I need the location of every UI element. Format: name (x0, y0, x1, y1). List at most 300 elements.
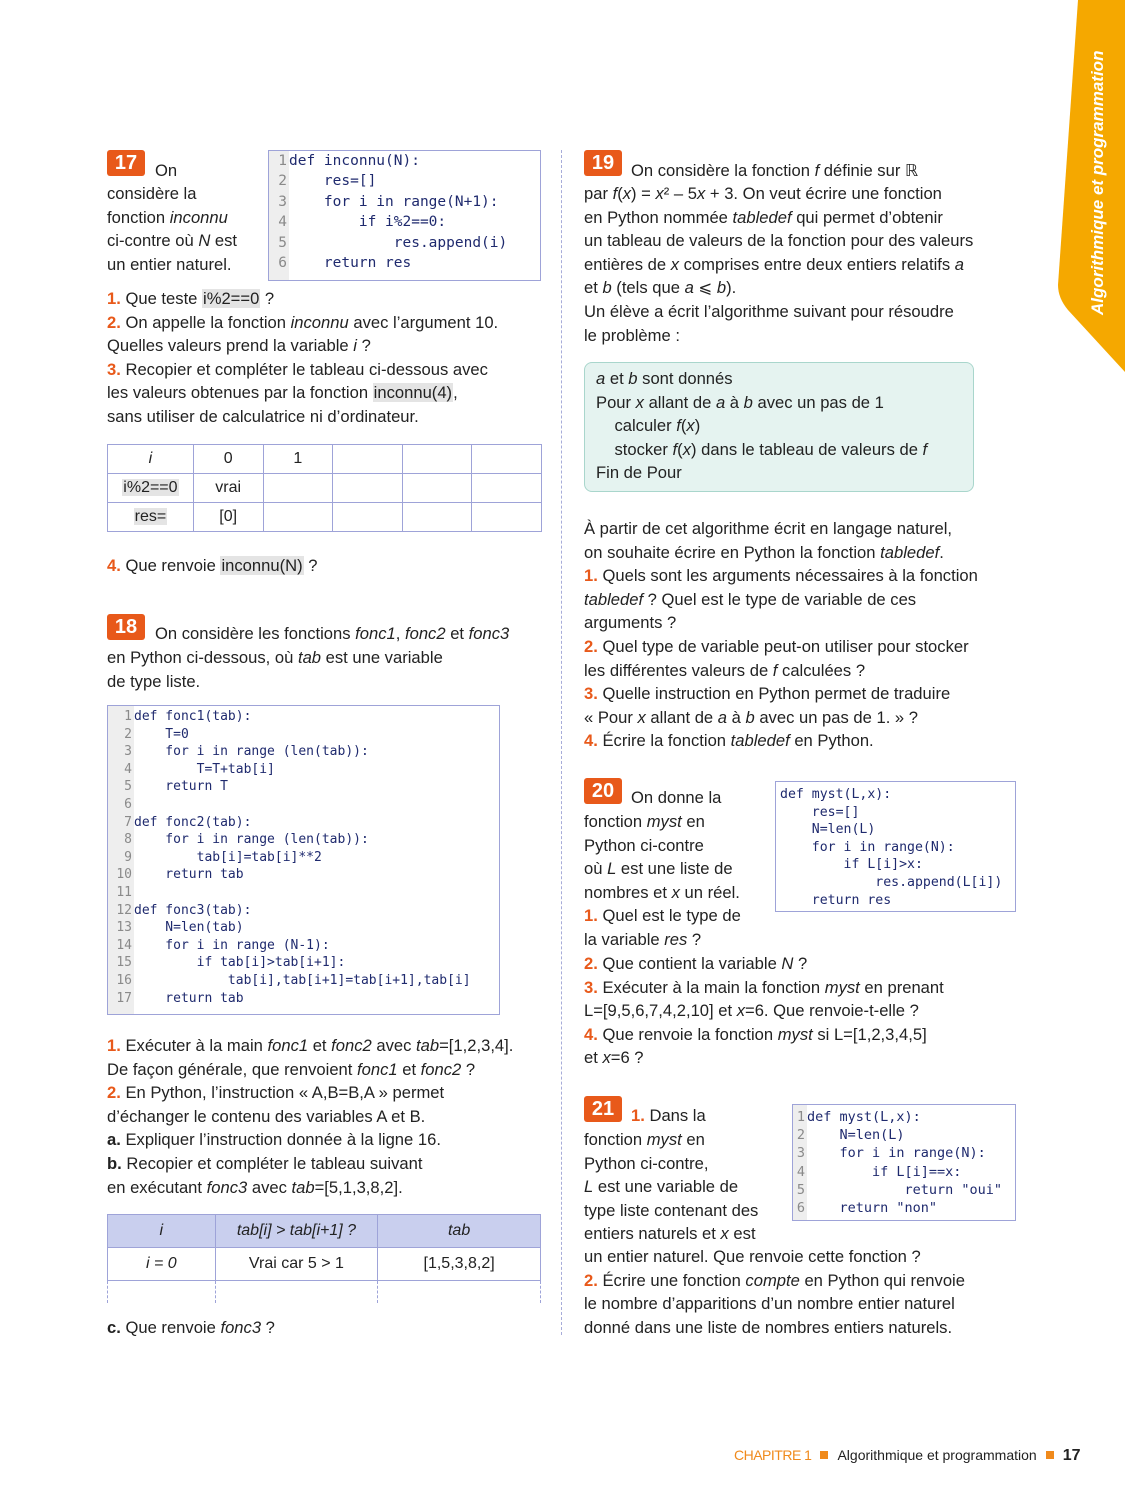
italic-term: i (353, 336, 357, 356)
text-run: ? (303, 556, 318, 575)
table-row (108, 1248, 541, 1281)
italic-term: tabledef (730, 731, 790, 751)
italic-term: tabledef (880, 542, 940, 562)
line-number: 7 (124, 814, 132, 830)
code-block-fonc (107, 705, 500, 1015)
code-text: return tab (134, 990, 244, 1006)
table-row (108, 474, 542, 503)
code-text: res=[] (289, 173, 377, 190)
italic-term: fonc3 (206, 1177, 248, 1197)
ex20-questions (584, 952, 944, 1070)
italic-term: x (602, 1048, 611, 1068)
text-run: + 3. On veut écrire une fonction (705, 184, 942, 203)
code-text: tab[i],tab[i+1]=tab[i+1],tab[i] (134, 972, 471, 988)
italic-term: fonc2 (331, 1036, 372, 1055)
code-line (780, 804, 1015, 822)
text-run: ? (261, 1318, 275, 1337)
table-cell (193, 474, 263, 503)
code-text: return "non" (807, 1200, 938, 1217)
text-run: définie sur ℝ (819, 161, 919, 180)
code-text: return res (289, 255, 412, 272)
text-line (584, 324, 973, 348)
text-line (584, 904, 741, 928)
italic-term: res (664, 929, 688, 949)
code-line (780, 856, 1015, 874)
italic-term: myst (646, 812, 682, 831)
ex17-intro-first (155, 159, 177, 183)
text-line (107, 1034, 513, 1058)
text-run: ) (694, 416, 701, 436)
cell-value: vrai (215, 479, 242, 496)
italic-term: inconnu (169, 207, 228, 227)
code-text: res.append(i) (289, 234, 508, 251)
text-run: L=[9,5,6,7,4,2,10] et (584, 1001, 737, 1021)
text-run: On considère les fonctions (155, 624, 356, 643)
text-line (584, 1292, 965, 1316)
text-run: Dans la (644, 1106, 706, 1125)
code-line (269, 192, 540, 212)
text-run: en Python qui renvoie (799, 1270, 965, 1290)
table-cell (263, 474, 333, 503)
italic-term: fonc3 (220, 1318, 262, 1337)
table-cell (402, 445, 472, 474)
text-run: ) dans le tableau de valeurs de (691, 439, 923, 459)
code-line (108, 726, 499, 744)
code-text: T=T+tab[i] (134, 761, 275, 777)
code-text: T=0 (134, 726, 189, 742)
text-line (584, 1046, 944, 1070)
sub-question-label: b. (107, 1153, 122, 1173)
italic-term: b (602, 278, 612, 298)
line-number: 14 (116, 937, 132, 953)
code-line (269, 151, 540, 171)
code-line (108, 708, 499, 726)
code-text: def fonc3(tab): (134, 902, 252, 918)
text-line (107, 1058, 513, 1082)
text-line (107, 358, 498, 382)
line-number: 10 (116, 867, 132, 883)
inline-code: inconnu(4) (373, 383, 453, 403)
text-line (584, 182, 973, 206)
line-number: 3 (124, 744, 132, 760)
text-run: de type liste. (107, 671, 201, 691)
text-run: est une variable de (593, 1177, 739, 1197)
ex21-intro (584, 1128, 758, 1246)
text-run: fonction (107, 207, 170, 227)
inline-code: inconnu(N) (221, 556, 303, 575)
text-run: ( (617, 184, 623, 203)
text-run: on souhaite écrire en Python la fonction (584, 542, 881, 562)
line-number: 6 (124, 796, 132, 812)
italic-term: b (628, 369, 638, 388)
line-number: 8 (124, 832, 132, 848)
code-text: for i in range (len(tab)): (134, 744, 369, 760)
cell-value: 0 (223, 450, 233, 467)
italic-term: f (814, 161, 820, 180)
text-run: par (584, 184, 613, 203)
text-run: De façon générale, que renvoient (107, 1059, 358, 1079)
code-line (269, 212, 540, 232)
text-line (584, 1316, 965, 1340)
cell-value: res= (134, 508, 167, 525)
text-run: un entier naturel. Que renvoie cette fonction ? (584, 1247, 921, 1266)
code-line (780, 821, 1015, 839)
ex18-question-c (107, 1316, 275, 1340)
footer-title: Algorithmique et programmation (837, 1447, 1037, 1463)
code-text: if L[i]>x: (780, 857, 923, 873)
text-run: allant de (643, 392, 716, 412)
text-run: en Python. (789, 731, 874, 751)
text-run: à (725, 392, 744, 412)
question-number: 1. (631, 1106, 645, 1125)
text-run: la variable (584, 929, 665, 949)
text-run: ( (680, 416, 687, 436)
line-number: 4 (124, 761, 132, 777)
question-number: 2. (584, 636, 598, 656)
text-run: ci-contre où (107, 231, 199, 251)
italic-term: myst (824, 977, 860, 997)
italic-term: x (637, 707, 646, 727)
text-run: . (939, 542, 944, 562)
text-run: Écrire la fonction (597, 731, 731, 751)
table-cell: [1,5,3,8,2] (378, 1248, 541, 1281)
italic-term: a (684, 278, 694, 298)
ex17-questions (107, 287, 498, 429)
italic-term: x (622, 184, 632, 203)
text-run: Pour (596, 392, 636, 412)
text-run: Quelles valeurs prend la variable (107, 336, 354, 356)
code-text: res.append(L[i]) (780, 874, 1003, 890)
text-run: Que teste (120, 289, 203, 308)
table-cell (402, 503, 472, 532)
text-line (107, 182, 237, 206)
code-line (108, 990, 499, 1008)
text-run: ² – 5 (663, 184, 697, 203)
square-bullet-icon (820, 1451, 828, 1459)
text-line (107, 1176, 513, 1200)
line-number: 2 (124, 726, 132, 742)
line-number: 6 (278, 255, 287, 272)
exercise-number-badge: 19 (584, 150, 622, 176)
text-run: ⩽ (693, 278, 717, 298)
text-run: fonction (584, 812, 647, 831)
text-run: un tableau de valeurs de la fonction pour des valeurs (584, 231, 974, 251)
question-number: 1. (584, 906, 598, 926)
italic-term: a (954, 254, 965, 274)
text-run: le problème : (584, 325, 680, 345)
italic-term: x (736, 1001, 745, 1021)
code-text: def fonc1(tab): (134, 709, 252, 724)
cell-value: i (148, 450, 153, 467)
ex19-intro-first (631, 159, 918, 183)
algorithm-text (596, 367, 927, 485)
text-run: avec (247, 1177, 292, 1197)
text-run: les valeurs obtenues par la fonction (107, 383, 373, 403)
text-line (584, 976, 944, 1000)
text-run: ? (461, 1059, 476, 1079)
text-run: entiers naturels et (584, 1224, 721, 1244)
text-line (631, 159, 918, 183)
code-text: if i%2==0: (289, 214, 447, 231)
code-line (108, 743, 499, 761)
text-run: comprises entre deux entiers relatifs (679, 254, 955, 274)
text-line (107, 405, 498, 429)
text-line (584, 1128, 758, 1152)
sub-question-label: c. (107, 1318, 121, 1337)
text-run: en Python nommée (584, 207, 733, 227)
code-line (108, 849, 499, 867)
text-run: et (584, 278, 603, 298)
text-run: entières de (584, 254, 671, 274)
italic-term: N (198, 231, 211, 251)
code-text: for i in range(N+1): (289, 193, 499, 210)
code-line (108, 831, 499, 849)
question-number: 4. (584, 1024, 598, 1044)
ex17-question-4 (107, 554, 317, 578)
text-run: ) = (631, 184, 656, 203)
text-run: est une liste de (616, 859, 733, 879)
text-line (155, 159, 177, 183)
text-run: On appelle la fonction (120, 312, 291, 332)
text-line (584, 952, 944, 976)
code-line (108, 796, 499, 814)
line-number: 1 (124, 709, 132, 724)
text-run: Un élève a écrit l’algorithme suivant pour résoudre (584, 301, 954, 321)
line-number: 9 (124, 849, 132, 865)
text-line (107, 670, 443, 694)
table-cell (193, 503, 263, 532)
code-block-inconnu (268, 150, 541, 281)
italic-term: b (743, 392, 753, 412)
ex21-questions (584, 1245, 965, 1339)
text-run: en (681, 1130, 705, 1149)
column-header: tab (378, 1215, 541, 1248)
text-run: , (395, 624, 405, 643)
text-run: donné dans une liste de nombres entiers naturels. (584, 1317, 953, 1337)
italic-term: x (635, 392, 644, 412)
code-line (793, 1163, 1015, 1181)
table-cell (108, 1281, 216, 1304)
line-number: 6 (796, 1200, 805, 1217)
text-line (584, 810, 741, 834)
text-line (107, 311, 498, 335)
text-line (107, 1081, 513, 1105)
text-line (584, 588, 978, 612)
text-run: fonction (584, 1130, 647, 1149)
code-block-myst (775, 781, 1016, 912)
table-cell (472, 445, 542, 474)
code-text: def inconnu(N): (289, 153, 420, 169)
text-line (584, 1175, 758, 1199)
text-line (584, 276, 973, 300)
ex19-questions (584, 517, 978, 753)
table-cell (472, 503, 542, 532)
text-line (584, 206, 973, 230)
text-run: =6 ? (610, 1048, 644, 1068)
table-cell (108, 445, 194, 474)
code-line (108, 884, 499, 902)
question-number: 2. (584, 954, 598, 973)
text-run: À partir de cet algorithme écrit en langage naturel, (584, 519, 953, 538)
footer-chapter: CHAPITRE 1 (734, 1447, 812, 1463)
text-run: et (584, 1048, 603, 1068)
text-run: On (155, 161, 178, 180)
text-run: On donne la (631, 788, 722, 807)
text-run: en exécutant (107, 1177, 207, 1197)
code-line (108, 954, 499, 972)
code-text: for i in range(N): (807, 1145, 986, 1162)
line-number: 16 (116, 972, 132, 988)
text-run: En Python, l’instruction « A,B=B,A » permet (120, 1083, 445, 1103)
text-run: On considère la fonction (631, 161, 815, 180)
italic-term: fonc2 (420, 1059, 462, 1079)
ex18-questions (107, 1034, 513, 1199)
code-line (780, 786, 1015, 804)
code-line (269, 171, 540, 191)
text-run: « Pour (584, 707, 638, 727)
page-number: 17 (1062, 1447, 1081, 1464)
text-line (107, 253, 237, 277)
italic-term: x (655, 184, 664, 203)
text-run: nombres et (584, 882, 672, 902)
line-number: 5 (796, 1181, 805, 1198)
line-number: 15 (116, 955, 132, 971)
cell-value: [0] (219, 508, 238, 525)
italic-term: a (596, 369, 606, 388)
code-text: N=len(tab) (134, 920, 244, 936)
text-run: avec un pas de 1 (752, 392, 884, 412)
text-run: avec l’argument 10. (348, 312, 499, 332)
italic-term: x (686, 416, 695, 436)
table-cell (402, 474, 472, 503)
code-text: tab[i]=tab[i]**2 (134, 849, 322, 865)
empty-row (108, 1281, 541, 1304)
text-line (584, 682, 978, 706)
text-line (584, 300, 973, 324)
text-run: Que contient la variable (597, 954, 782, 973)
code-text: if tab[i]>tab[i+1]: (134, 955, 346, 971)
italic-term: myst (646, 1130, 682, 1149)
text-run: Que renvoie la fonction (597, 1024, 778, 1044)
table-cell (108, 474, 194, 503)
italic-term: x (670, 254, 680, 274)
code-text: def fonc2(tab): (134, 814, 252, 830)
question-number: 2. (107, 1083, 121, 1103)
text-run: Exécuter à la main (120, 1036, 268, 1055)
text-line (107, 554, 317, 578)
text-line (584, 1152, 758, 1176)
text-run: , (453, 383, 458, 403)
text-run: Que renvoie (120, 1318, 221, 1337)
code-line (108, 814, 499, 832)
italic-term: tab (297, 648, 322, 667)
text-line (584, 706, 978, 730)
text-line (107, 287, 498, 311)
question-number: 1. (107, 289, 121, 308)
text-line (584, 253, 973, 277)
text-run: le nombre d’apparitions d’un nombre entier naturel (584, 1294, 955, 1314)
code-line (780, 874, 1015, 892)
text-run: Python ci-contre, (584, 1153, 709, 1173)
text-line (584, 541, 978, 565)
sub-question-label: a. (107, 1130, 121, 1150)
code-text: if L[i]==x: (807, 1163, 962, 1180)
ex18-intro-first (155, 622, 509, 646)
inline-code: i%2==0 (203, 289, 260, 308)
text-line (107, 229, 237, 253)
question-number: 3. (107, 359, 121, 379)
text-line (631, 786, 721, 810)
text-line (107, 334, 498, 358)
text-line (584, 1199, 758, 1223)
italic-term: fonc3 (468, 624, 510, 643)
question-number: 3. (584, 977, 598, 997)
italic-term: x (671, 882, 680, 902)
text-run: et (605, 369, 629, 388)
text-run: considère la (107, 184, 197, 203)
italic-term: fonc2 (404, 624, 446, 643)
column-header: i (108, 1215, 216, 1248)
line-number: 2 (796, 1127, 805, 1144)
italic-term: fonc1 (357, 1059, 398, 1079)
line-number: 5 (124, 779, 132, 795)
exercise-number-badge: 17 (107, 150, 145, 176)
text-line (584, 564, 978, 588)
code-text: return "oui" (807, 1181, 1003, 1198)
italic-term: f (922, 439, 928, 459)
code-line (793, 1126, 1015, 1144)
line-number: 5 (278, 234, 287, 251)
text-run: ? (356, 336, 371, 356)
ex17-intro (107, 182, 237, 276)
code-text: N=len(L) (807, 1127, 905, 1144)
text-run: ). (726, 278, 737, 298)
text-run: Que renvoie (120, 556, 221, 575)
code-text: N=len(L) (780, 822, 876, 838)
code-text: return tab (134, 867, 244, 883)
code-text: for i in range (N-1): (134, 937, 330, 953)
line-number: 17 (116, 990, 132, 1006)
code-text: for i in range (len(tab)): (134, 832, 369, 848)
text-run: un réel. (679, 882, 740, 902)
text-run: si L=[1,2,3,4,5] (812, 1024, 927, 1044)
text-line (596, 367, 927, 391)
text-run: où (584, 859, 608, 879)
column-header: tab[i] > tab[i+1] ? (215, 1215, 378, 1248)
text-line (107, 1316, 275, 1340)
text-line (107, 1105, 513, 1129)
text-run: avec un pas de 1. » ? (754, 707, 918, 727)
text-run: et (397, 1059, 421, 1079)
text-line (107, 1128, 513, 1152)
italic-term: b (745, 707, 755, 727)
text-run: Quel est le type de (597, 906, 741, 926)
code-text: return res (780, 892, 892, 908)
question-number: 3. (584, 684, 598, 704)
code-text: def myst(L,x): (807, 1109, 921, 1125)
code-line (793, 1181, 1015, 1199)
code-line (269, 233, 540, 253)
text-run: =[5,1,3,8,2]. (314, 1177, 403, 1197)
text-line (584, 1023, 944, 1047)
code-line (108, 778, 499, 796)
italic-term: a (715, 392, 726, 412)
text-run: type liste contenant des (584, 1200, 759, 1220)
text-line (107, 206, 237, 230)
text-run: arguments ? (584, 613, 677, 633)
exercise-number-badge: 21 (584, 1096, 622, 1122)
ex20-intro-first (631, 786, 721, 810)
